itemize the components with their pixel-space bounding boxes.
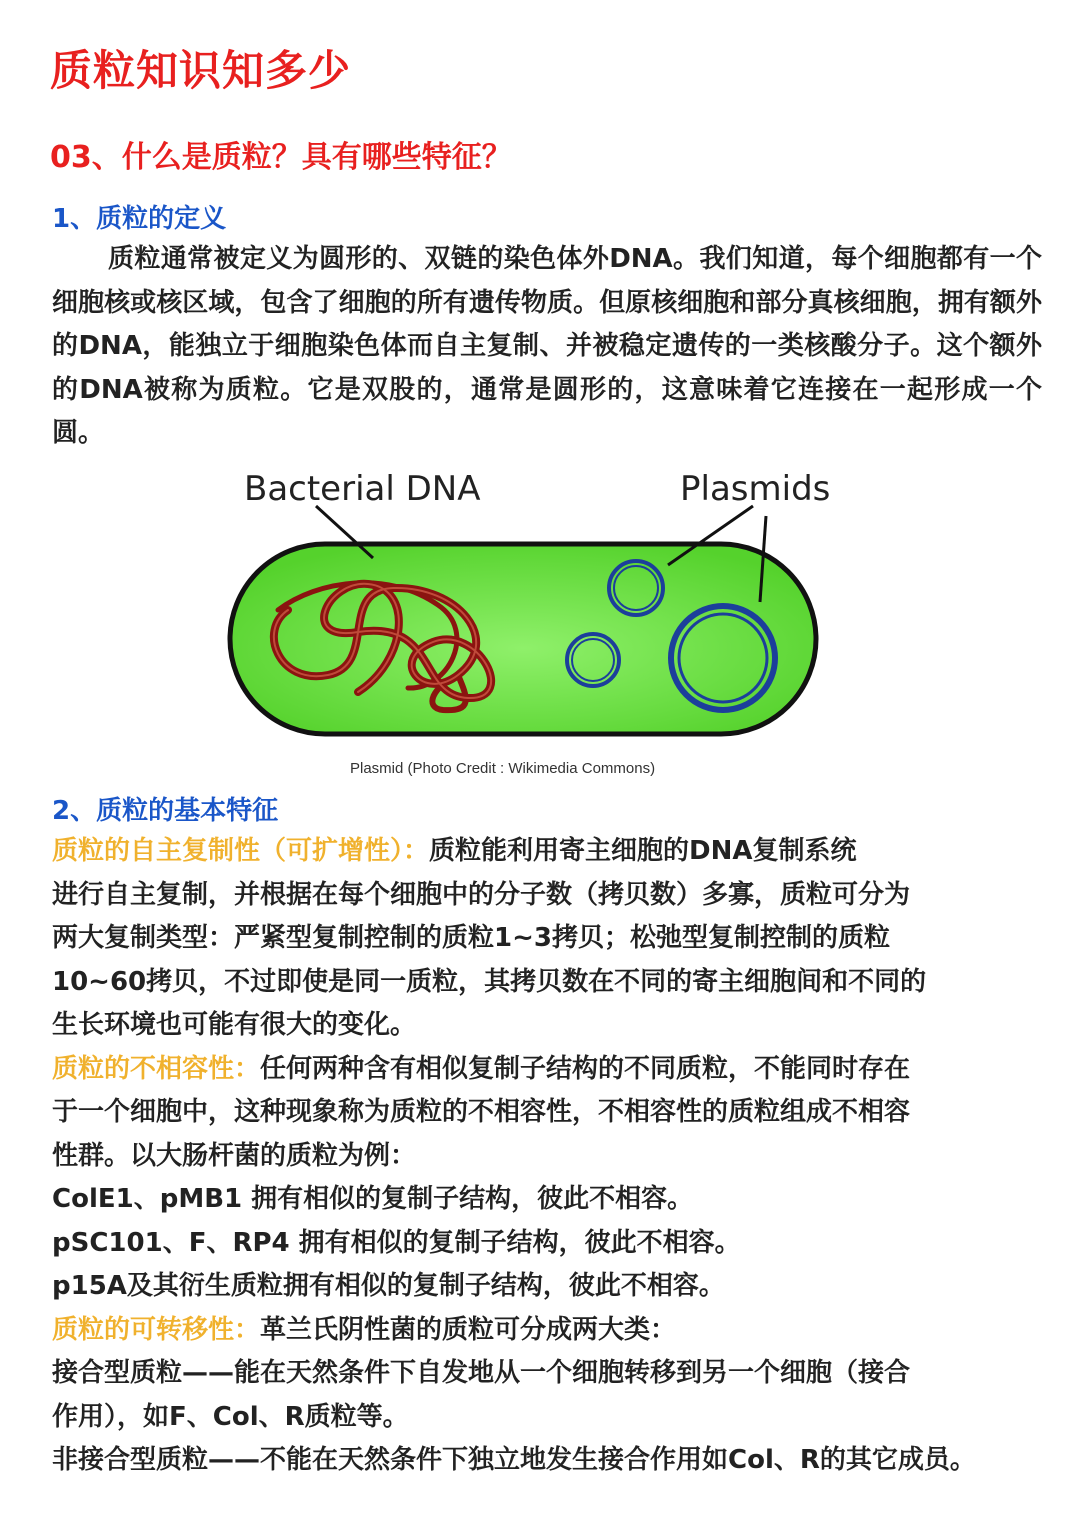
feature-replication-label: 质粒的自主复制性（可扩增性）： <box>52 836 430 866</box>
feature-transferability-text: 接合型质粒——能在天然条件下自发地从一个细胞转移到另一个细胞（接合 <box>52 1358 911 1388</box>
incompatibility-example: pSC101、F、RP4 拥有相似的复制子结构，彼此不相容。 <box>52 1227 741 1258</box>
label-plasmids: Plasmids <box>680 469 831 509</box>
feature-replication-text: 生长环境也可能有很大的变化。 <box>52 1010 417 1040</box>
incompatibility-example: p15A及其衍生质粒拥有相似的复制子结构，彼此不相容。 <box>52 1271 725 1301</box>
feature-replication-text: 两大复制类型：严紧型复制控制的质粒1~3拷贝；松弛型复制控制的质粒 <box>52 923 890 953</box>
incompatibility-example: ColE1、pMB1 拥有相似的复制子结构，彼此不相容。 <box>52 1184 694 1214</box>
feature-transferability-text: 革兰氏阴性菌的质粒可分成两大类： <box>260 1314 677 1345</box>
feature-transferability-text: 非接合型质粒——不能在天然条件下独立地发生接合作用如Col、R的其它成员。 <box>52 1445 976 1475</box>
bacterial-cell-body <box>230 544 816 734</box>
feature-incompatibility-text: 性群。以大肠杆菌的质粒为例： <box>52 1140 417 1171</box>
section-heading-definition: 1、质粒的定义 <box>52 204 227 234</box>
feature-transferability-line <box>52 1309 1042 1353</box>
figure-caption: Plasmid (Photo Credit : Wikimedia Commons) <box>350 760 656 777</box>
section-heading-features: 2、质粒的基本特征 <box>52 796 279 826</box>
feature-replication-text: 进行自主复制，并根据在每个细胞中的分子数（拷贝数）多寡，质粒可分为 <box>52 879 911 910</box>
feature-incompatibility-text: 于一个细胞中，这种现象称为质粒的不相容性，不相容性的质粒组成不相容 <box>52 1097 911 1127</box>
features-block <box>52 830 1042 1483</box>
feature-incompatibility-text: 任何两种含有相似复制子结构的不同质粒，不能同时存在 <box>260 1053 911 1084</box>
feature-replication-text: 10~60拷贝，不过即使是同一质粒，其拷贝数在不同的寄主细胞间和不同的 <box>52 966 927 997</box>
feature-incompatibility-line <box>52 1048 1042 1092</box>
page-subtitle: 03、什么是质粒？具有哪些特征？ <box>50 140 512 175</box>
definition-paragraph: 质粒通常被定义为圆形的、双链的染色体外DNA。我们知道，每个细胞都有一个细胞核或核区域，包含了细胞的所有遗传物质。但原核细胞和部分真核细胞，拥有额外的DNA，能独立于细胞染色体而自主复制、并被稳定遗传的一类核酸分子。这个额外的DNA被称为质粒。它是双股的，通常是圆形的，这意味着它连接在一起形成一个圆。 <box>52 244 1042 448</box>
feature-transferability-label: 质粒的可转移性： <box>52 1314 261 1345</box>
feature-transferability-text: 作用），如F、Col、R质粒等。 <box>52 1401 409 1432</box>
plasmid-illustration <box>218 460 848 790</box>
label-bacterial-dna: Bacterial DNA <box>244 469 481 509</box>
feature-replication-text: 质粒能利用寄主细胞的DNA复制系统 <box>429 836 857 866</box>
plasmid-diagram <box>218 460 848 790</box>
feature-replication-line <box>52 830 1042 874</box>
page-title: 质粒知识知多少 <box>50 46 352 95</box>
feature-incompatibility-label: 质粒的不相容性： <box>52 1053 261 1084</box>
